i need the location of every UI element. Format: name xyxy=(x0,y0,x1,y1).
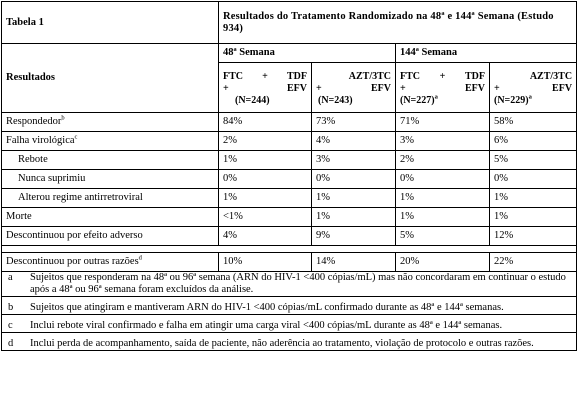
cell: 2% xyxy=(396,151,490,170)
cell: 1% xyxy=(312,208,396,227)
footnote-text: Inclui perda de acompanhamento, saída de paciente, não aderência ao tratamento, violação de protocolo e outras razões. xyxy=(30,338,534,349)
col-1-plus-1: + xyxy=(262,71,268,82)
cell: 5% xyxy=(490,151,577,170)
footnote xyxy=(2,297,577,315)
footnote-text: Sujeitos que atingiram e mantiveram ARN do HIV-1 <400 cópias/mL confirmado durante as 48ª e 144ª semanas. xyxy=(30,302,504,313)
cell: 20% xyxy=(396,253,490,272)
footnote-row xyxy=(2,333,577,351)
column-header xyxy=(396,63,490,113)
cell: 1% xyxy=(490,189,577,208)
cell: 1% xyxy=(396,208,490,227)
table-row xyxy=(2,189,577,208)
row-label: Respondedor$^b$ xyxy=(2,113,219,132)
col-1-drug-a: FTC xyxy=(223,71,243,82)
row-label: Falha virológica$^c$ xyxy=(2,132,219,151)
col-3-n: (N=227) xyxy=(400,95,435,106)
cell: 58% xyxy=(490,113,577,132)
col-2-n: (N=243) xyxy=(318,95,353,106)
cell: 10% xyxy=(219,253,312,272)
cell: 1% xyxy=(312,189,396,208)
col-3-drug-b: TDF xyxy=(464,71,485,82)
cell: <1% xyxy=(219,208,312,227)
cell: 84% xyxy=(219,113,312,132)
column-header xyxy=(312,63,396,113)
cell: 1% xyxy=(490,208,577,227)
spacer-row xyxy=(2,246,577,253)
table-row xyxy=(2,170,577,189)
group-header-row xyxy=(2,44,577,63)
footnote-mark: a xyxy=(8,272,13,283)
footnote-mark: b xyxy=(8,302,14,313)
table-label: Tabela 1 xyxy=(2,2,219,44)
col-3-plus-1: + xyxy=(439,71,446,82)
results-table xyxy=(1,1,577,351)
table-row xyxy=(2,151,577,170)
cell: 0% xyxy=(490,170,577,189)
col-4-plus-2: + xyxy=(494,83,500,94)
footnote-text: Inclui rebote viral confirmado e falha em atingir uma carga viral <400 cópias/mL durante as 48ª e 144ª semanas. xyxy=(30,320,503,331)
cell: 2% xyxy=(219,132,312,151)
footnote-mark: d xyxy=(8,338,14,349)
table-title: Resultados do Tratamento Randomizado na 48ª e 144ª Semana (Estudo 934) xyxy=(219,2,577,44)
footnote-row xyxy=(2,272,577,297)
col-2-plus-2: + xyxy=(316,83,322,94)
title-row xyxy=(2,2,577,44)
row-header: Resultados xyxy=(2,44,219,113)
group-144-week: 144ª Semana xyxy=(396,44,577,63)
cell: 3% xyxy=(396,132,490,151)
footnote-row xyxy=(2,315,577,333)
row-label: Morte xyxy=(2,208,219,227)
cell: 1% xyxy=(219,151,312,170)
cell: 0% xyxy=(312,170,396,189)
cell: 14% xyxy=(312,253,396,272)
table-row xyxy=(2,253,577,272)
col-1-drug-b: TDF xyxy=(286,71,307,82)
group-48-week: 48ª Semana xyxy=(219,44,396,63)
row-label: Alterou regime antirretroviral xyxy=(2,189,219,208)
column-header xyxy=(219,63,312,113)
column-header xyxy=(490,63,577,113)
footnote xyxy=(2,272,577,297)
cell: 71% xyxy=(396,113,490,132)
col-4-drug-a: AZT/3TC xyxy=(529,71,573,82)
cell: 3% xyxy=(312,151,396,170)
table-row xyxy=(2,113,577,132)
cell: 22% xyxy=(490,253,577,272)
col-1-plus-2: + xyxy=(223,83,229,94)
row-label: Rebote xyxy=(2,151,219,170)
col-2-drug-a: AZT/3TC xyxy=(348,71,391,82)
cell: 4% xyxy=(219,227,312,246)
cell: 0% xyxy=(396,170,490,189)
col-4-drug-c: EFV xyxy=(552,83,573,94)
col-4-n: (N=229) xyxy=(494,95,529,106)
table-row xyxy=(2,208,577,227)
col-3-sup: a xyxy=(434,93,438,101)
cell: 12% xyxy=(490,227,577,246)
footnote-row xyxy=(2,297,577,315)
cell: 9% xyxy=(312,227,396,246)
cell: 73% xyxy=(312,113,396,132)
cell: 1% xyxy=(396,189,490,208)
footnote-mark: c xyxy=(8,320,13,331)
col-1-drug-c: EFV xyxy=(287,83,307,94)
cell: 6% xyxy=(490,132,577,151)
col-1-n: (N=244) xyxy=(235,95,270,106)
col-3-plus-2: + xyxy=(400,83,406,94)
row-label: Descontinuou por outras razões$^d$ xyxy=(2,253,219,272)
cell: 5% xyxy=(396,227,490,246)
cell: 0% xyxy=(219,170,312,189)
footnote xyxy=(2,315,577,333)
footnote-text: Sujeitos que responderam na 48ª ou 96ª semana (ARN do HIV-1 <400 cópias/mL) mas não concordaram em continuar o estudo após a 48ª ou 96ª semana foram excluídos da análise. xyxy=(30,272,566,295)
row-label: Nunca suprimiu xyxy=(2,170,219,189)
cell: 4% xyxy=(312,132,396,151)
col-4-sup: a xyxy=(528,93,532,101)
cell: 1% xyxy=(219,189,312,208)
footnote xyxy=(2,333,577,351)
col-3-drug-a: FTC xyxy=(400,71,420,82)
table-row xyxy=(2,132,577,151)
table-row xyxy=(2,227,577,246)
col-3-drug-c: EFV xyxy=(465,83,485,94)
col-2-drug-c: EFV xyxy=(371,83,391,94)
row-label: Descontinuou por efeito adverso xyxy=(2,227,219,246)
